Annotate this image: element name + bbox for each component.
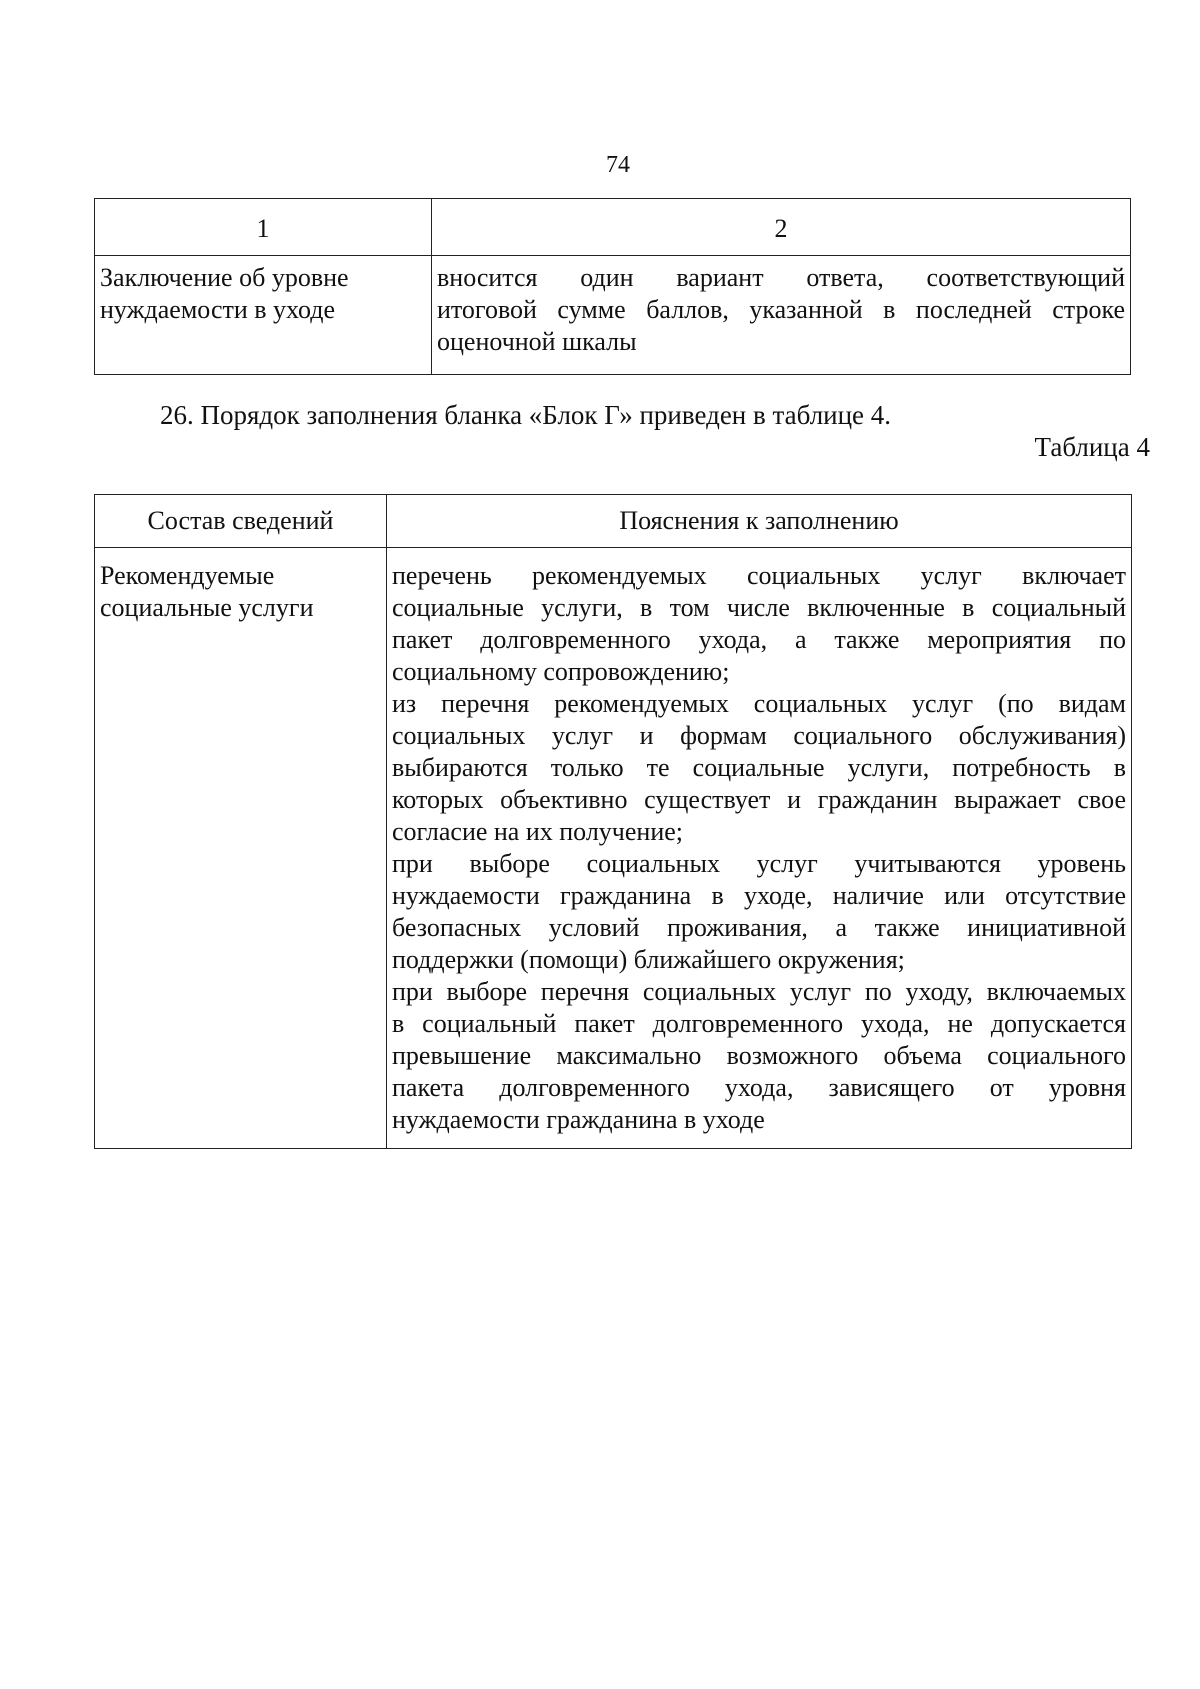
row-label: Заключение об уровне нуждаемости в уходе [95,256,432,375]
description-line: социальных услуг и формам социального обслуживания) [392,721,1126,750]
description-line: поддержки (помощи) ближайшего окружения; [392,945,905,974]
row-description [387,548,1132,1149]
description-line: нуждаемости гражданина в уходе, наличие или отсутствие [392,881,1126,910]
description-line: итоговой сумме баллов, указанной в последней строке [437,295,1125,324]
description-line: социальные услуги, в том числе включенные в социальный [392,593,1126,622]
column-header-1: 1 [95,199,432,256]
table-header-row [95,199,1131,256]
description-line: перечень рекомендуемых социальных услуг включает [392,561,1126,590]
description-line: выбираются только те социальные услуги, потребность в [392,753,1126,782]
intro-paragraph: 26. Порядок заполнения бланка «Блок Г» приведен в таблице 4. [160,400,892,430]
row-description [432,256,1131,375]
column-header-composition: Состав сведений [95,495,387,548]
description-line: превышение максимально возможного объема социального [392,1041,1126,1070]
description-line: из перечня рекомендуемых социальных услуг (по видам [392,689,1126,718]
description-line: в социальный пакет долговременного ухода, не допускается [392,1009,1126,1038]
description-line: безопасных условий проживания, а также инициативной [392,913,1126,942]
description-line: которых объективно существует и гражданин выражает свое [392,785,1126,814]
description-line: оценочной шкалы [437,327,637,356]
description-line: при выборе перечня социальных услуг по уходу, включаемых [392,977,1126,1006]
table-4 [94,494,1132,1149]
description-line: пакета долговременного ухода, зависящего от уровня [392,1073,1126,1102]
table-header-row [95,495,1132,548]
table-caption: Таблица 4 [1034,432,1150,462]
column-header-explanations: Пояснения к заполнению [387,495,1132,548]
table-row [95,548,1132,1149]
description-line: при выборе социальных услуг учитываются уровень [392,849,1126,878]
row-label: Рекомендуемые социальные услуги [95,548,387,1149]
continued-table [94,198,1131,375]
description-line: вносится один вариант ответа, соответствующий [437,263,1125,292]
description-line: социальному сопровождению; [392,657,730,686]
page-number: 74 [606,152,630,178]
description-line: согласие на их получение; [392,817,684,846]
column-header-2: 2 [432,199,1131,256]
table-row [95,256,1131,375]
description-line: нуждаемости гражданина в уходе [392,1105,765,1134]
description-line: пакет долговременного ухода, а также мероприятия по [392,625,1126,654]
